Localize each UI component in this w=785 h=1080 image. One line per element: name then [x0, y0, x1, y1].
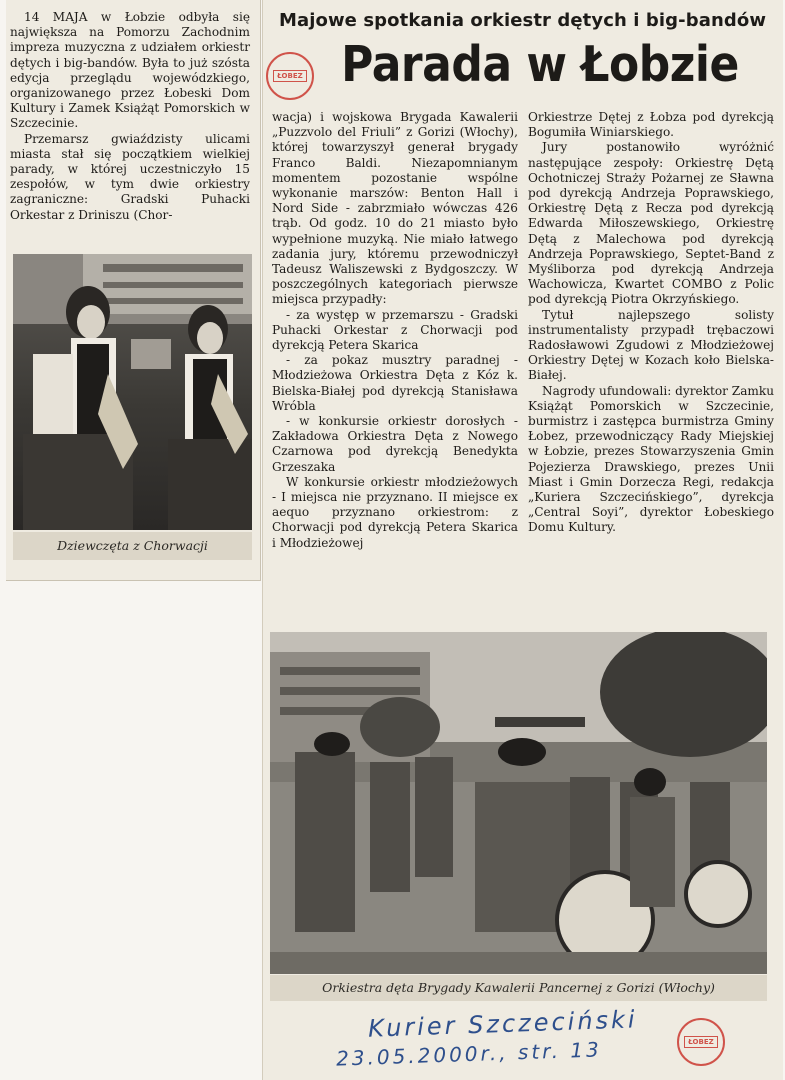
photo-band-gorizia-art [270, 632, 767, 974]
photo-girls-croatia-art [13, 254, 252, 530]
column2-paragraph-1: wacja) i wojskowa Brygada Kawalerii „Puzzvolo del Friuli” z Gorizi (Włochy), której towarzyszył generał brygady Franco Baldi. Niezapomnianym momentem pozostanie wspólne wykonanie marszów: Benton Hall i Nord Side - zabrzmiało wówczas 426 trąb. Od godz. 10 do 21 miasto było wypełnione muzyką. Nie miało łatwego zadania jury, któremu przewodniczył Tadeusz Waliszewski z Bydgoszczy. W poszczególnych kategoriach pierwsze miejsca przypadły: [272, 110, 518, 307]
library-stamp-top-text: ŁOBEZ [273, 70, 306, 82]
column3-paragraph-4: Nagrody ufundowali: dyrektor Zamku Książąt Pomorskich w Szczecinie, burmistrz i zastępca burmistrza Gminy Łobez, przewodniczący Rady Miejskiej w Łobzie, prezes Stowarzyszenia Gmin Pojezierza Drawskiego, prezes Unii Miast i Gmin Dorzecza Regi, redakcja „Kuriera Szczecińskiego”, dyrekcja „Central Soyi”, dyrektor Łobeskiego Domu Kultury. [528, 383, 774, 535]
column2-paragraph-2: - za występ w przemarszu - Gradski Puhacki Orkestar z Chorwacji pod dyrekcją Petera Skarica [272, 307, 518, 353]
article-column-2 [272, 110, 518, 551]
column3-paragraph-1: Orkiestrze Dętej z Łobza pod dyrekcją Bogumiła Winiarskiego. [528, 110, 774, 140]
photo-band-gorizia [270, 632, 767, 974]
lead-column [10, 10, 250, 223]
column2-paragraph-3: - za pokaz musztry paradnej - Młodzieżowa Orkiestra Dęta z Kóz k. Bielska-Białej pod dyrekcją Stanisława Wróbla [272, 353, 518, 413]
handwritten-source: Kurier Szczeciński [367, 1005, 639, 1043]
article-headline: Parada w Łobzie [341, 36, 739, 94]
article-column-3 [528, 110, 774, 536]
column2-paragraph-5: W konkursie orkiestr młodzieżowych - I miejsca nie przyznano. II miejsce ex aequo przyznano orkiestrom: z Chorwacji pod dyrekcją Petera Skarica i Młodzieżowej [272, 474, 518, 550]
photo-girls-croatia [13, 254, 252, 530]
column3-paragraph-3: Tytuł najlepszego solisty instrumentalisty przypadł trębaczowi Radosławowi Zgudowi z Młodzieżowej Orkiestry Dętej w Kozach koło Bielska-Białej. [528, 307, 774, 383]
photo2-caption: Orkiestra dęta Brygady Kawalerii Pancernej z Gorizi (Włochy) [270, 975, 767, 1001]
column3-paragraph-2: Jury postanowiło wyróżnić następujące zespoły: Orkiestrę Dętą Ochotniczej Straży Pożarnej ze Sławna pod dyrekcją Andrzeja Poprawskiego, Orkiestrę Dętą z Recza pod dyrekcją Edwarda Miłoszewskiego, Orkiestrę Dętą z Malechowa pod dyrekcją Andrzeja Poprawskiego, Septet-Band z Myśliborza pod dyrekcją Andrzeja Wachowicza, Kwartet COMBO z Polic pod dyrekcją Piotra Okrzyńskiego. [528, 140, 774, 307]
photo1-caption: Dziewczęta z Chorwacji [13, 532, 252, 560]
lead-paragraph-2: Przemarsz gwiaździsty ulicami miasta stał się początkiem wielkiej parady, w której uczestniczyło 15 zespołów, w tym dwie orkiestry zagraniczne: Gradski Puhacki Orkestar z Driniszu (Chor- [10, 131, 250, 222]
column2-paragraph-4: - w konkursie orkiestr dorosłych - Zakładowa Orkiestra Dęta z Nowego Czarnowa pod dyrekcją Benedykta Grzeszaka [272, 414, 518, 474]
article-kicker: Majowe spotkania orkiestr dętych i big-bandów [278, 10, 767, 31]
library-stamp-bottom [677, 1018, 725, 1066]
lead-paragraph-1: 14 MAJA w Łobzie odbyła się największa na Pomorzu Zachodnim impreza muzyczna z udziałem orkiestr dętych i big-bandów. Była to już szósta edycja przeglądu wojewódzkiego, organizowanego przez Łobeski Dom Kultury i Zamek Książąt Pomorskich w Szczecinie. [10, 10, 250, 131]
library-stamp-bottom-text: ŁOBEZ [684, 1036, 717, 1048]
handwritten-date: 23.05.2000r., str. 13 [335, 1037, 603, 1071]
